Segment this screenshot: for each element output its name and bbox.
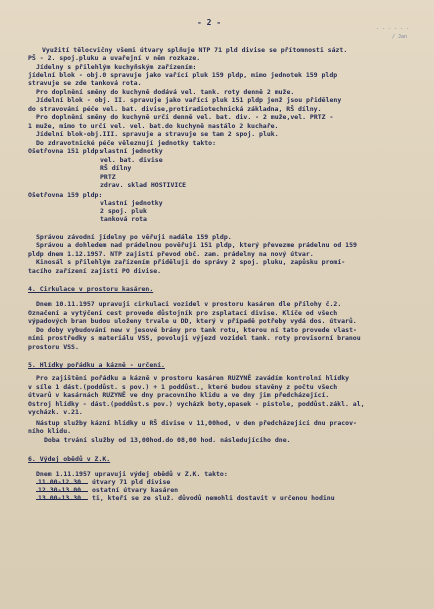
strikethrough-mark	[36, 483, 88, 484]
list-item: vlastní jednotky	[100, 199, 163, 207]
text-line: Do zdravotnické péče věleznují jednotky takto:	[36, 139, 217, 147]
text-line: pldp dnem 1.12.1957. NTP zajistí převod obč. zam. prádelny na nový útvar.	[28, 250, 314, 258]
section-heading: 4. Cirkulace v prostoru kasáren.	[28, 285, 154, 293]
text-line: Pro zajištění pořádku a kázně v prostoru kasáren RUZYNĚ zavádím kontrolní hlídky	[36, 374, 350, 382]
text-line: PŠ - 2. spoj.pluku a uvařejní v něm rozkaze.	[28, 54, 201, 62]
text-line: tacího zařízení zajistí PO divise.	[28, 267, 162, 275]
strikethrough-mark	[36, 499, 88, 500]
text-line: Dnem 10.11.1957 upravuji cirkulaci vozidel v prostoru kasáren dle přílohy č.2.	[36, 300, 342, 308]
text-line: Pro doplnění směny do kuchyně dodává vel. tank. roty denně 2 muže.	[36, 88, 295, 96]
text-line: Ostroj hlídky - dást.(poddůst.s pov.) vycházk boty,opasek - pistole, poddůst.zákl. al,	[28, 400, 365, 408]
text-line: Správou závodní jídelny po věřuji nadále 159 pldp.	[36, 233, 232, 241]
strikethrough-mark	[36, 491, 88, 492]
text-line: ními prostředky s materiálu VSS, povoluji výjezd vozidel tank. roty provisorní branou	[28, 334, 361, 342]
text-line: útvarů v kasárnách RUZYNĚ ve dny pracovního klidu a ve dny jim předcházející.	[28, 391, 330, 399]
text-line: Pro doplnění směny do kuchyně určí denně vel. bat. div. - 2 muže,vel. PRTZ -	[36, 113, 334, 121]
list-item: 2 spoj. pluk	[100, 207, 147, 215]
text-line: Jídelní blok - obj. II. spravuje jako vařící pluk 151 pldp jenž jsou přiděleny	[36, 96, 342, 104]
text-line: prostoru VSS.	[28, 343, 79, 351]
corner-pencil-note-2: / Jan	[392, 34, 408, 40]
text-line: Dnem 1.11.1957 upravuji výdej obědů v Z.K. takto:	[36, 470, 228, 478]
page-number: - 2 -	[197, 18, 222, 27]
text-line: Jídelny s přilehlým kuchyňským zařízením:	[36, 63, 197, 71]
corner-pencil-note: - - - - - -	[376, 26, 410, 32]
schedule-entry: ostatní útvary kasáren	[92, 486, 179, 494]
text-line: v síle 1 dást.(poddůst. s pov.) + 1 poddůst., které budou stavěny z počtu všech	[28, 383, 338, 391]
text-line: Do doby vybudování new v jesové brány pro tank rotu, kterou ní tato provede vlast-	[36, 326, 357, 334]
text-line: Správou a dohledem nad prádelnou pověřuji 151 pldp, který převezme prádelnu od 159	[36, 241, 357, 249]
schedule-entry: útvary 71 pld divise	[92, 478, 171, 486]
text-line: výpadových bran budou uloženy trvale u DD, který v případě potřeby vydá dos. útvarů.	[28, 317, 357, 325]
section-heading: 6. Výdej obědů v Z.K.	[28, 455, 111, 463]
text-line: Doba trvání služby od 13,00hod.do 08,00 hod. následujícího dne.	[44, 436, 291, 444]
list-label: Ošetřovna 151 pldp:	[28, 147, 103, 155]
list-item: vel. bat. divise	[100, 156, 163, 164]
text-line: do stravování péče vel. bat. divise,protiradiotechnická základna, RŠ dílny.	[28, 105, 322, 113]
text-line: vycházk. v.21.	[28, 408, 83, 416]
text-line: Označení a vytýčení cest provede důstojník pro zsplatací divise. Klíče od všech	[28, 309, 338, 317]
section-heading: 5. Hlídky pořádku a kázně - určení.	[28, 361, 165, 369]
list-item: PRTZ	[100, 173, 116, 181]
schedule-time: 13.00-13.30	[38, 494, 82, 502]
text-line: 1 muže, mimo to určí vel. vel. bat.do kuchyně nastálo 2 kuchaře.	[28, 122, 279, 130]
text-line: ního klidu.	[28, 427, 72, 435]
list-item: tanková rota	[100, 215, 147, 223]
schedule-time: 11.00-12.30	[38, 478, 82, 486]
list-item: zdrav. sklad HOSTIVICE	[100, 181, 187, 189]
text-line: stravuje se zde tanková rota.	[28, 79, 142, 87]
text-line: jídelní blok - obj.0 spravuje jako vařící pluk 159 pldp, mimo jednotek 159 pldp	[28, 71, 338, 79]
text-line: Nástup služby kázní hlídky u RŠ divise v 11,00hod, v den předcházející dnu pracov-	[36, 419, 357, 427]
schedule-entry: ti, kteří se ze služ. důvodů nemohli dostavit v určenou hodinu	[92, 494, 335, 502]
list-item: vlastní jednotky	[100, 147, 163, 155]
text-line: Jídelní blok-obj.III. spravuje a stravuje se tam 2 spoj. pluk.	[36, 130, 279, 138]
text-line: Kinosál s přilehlým zařízením přiděluji do správy 2 spoj. pluku, zapůsku promí-	[36, 258, 346, 266]
list-label: Ošetřovna 159 pldp:	[28, 191, 103, 199]
text-line: Využití tělocvičny všemi útvary splňuje NTP 71 pld divise se přítomnosti sázt.	[42, 46, 348, 54]
schedule-time: 12.30-13.00	[38, 486, 82, 494]
list-item: RŠ dílny	[100, 164, 132, 172]
